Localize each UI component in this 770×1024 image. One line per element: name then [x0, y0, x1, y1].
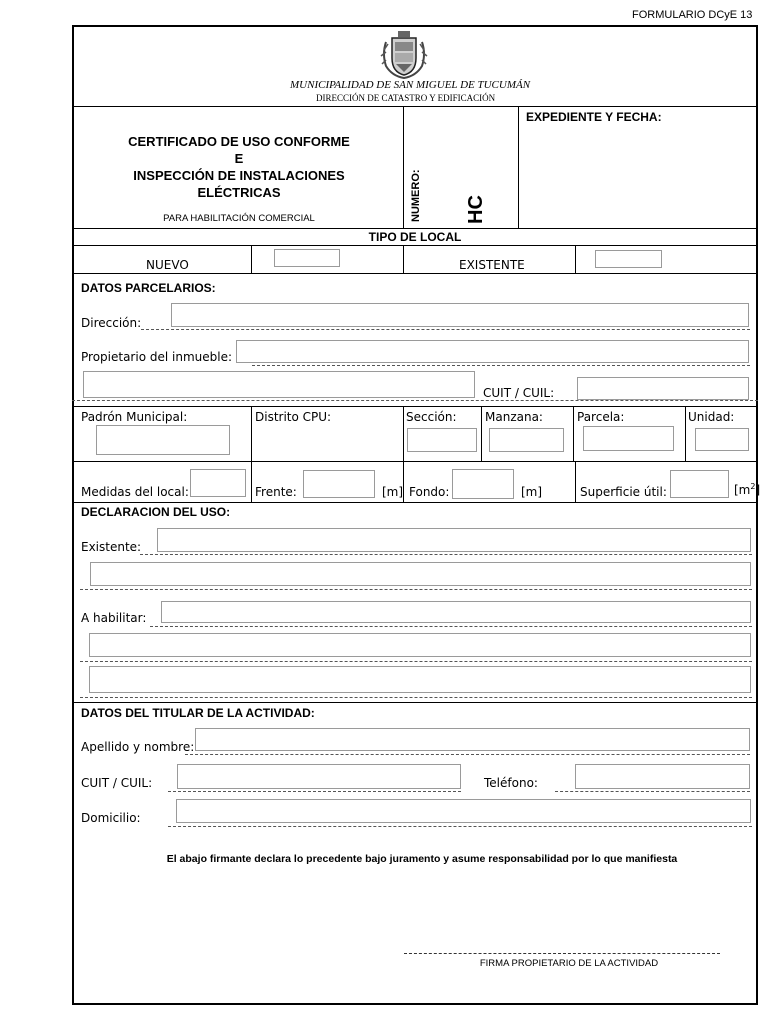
- padron-div-5: [685, 406, 686, 461]
- coat-of-arms-icon: [378, 28, 430, 80]
- tipo-local-title: TIPO DE LOCAL: [368, 230, 462, 244]
- medidas-bottom-line: [72, 502, 758, 503]
- domicilio-label: Domicilio:: [81, 811, 141, 825]
- padron-label: Padrón Municipal:: [81, 410, 188, 424]
- datos-parcelarios-title: DATOS PARCELARIOS:: [81, 281, 216, 295]
- existente-checkbox[interactable]: [595, 250, 662, 268]
- habilitar-line-2: [80, 661, 752, 662]
- tipo-divider-2: [403, 245, 404, 273]
- distrito-label: Distrito CPU:: [255, 410, 332, 424]
- apellido-field[interactable]: [195, 728, 750, 751]
- superficie-field[interactable]: [670, 470, 729, 498]
- direction-name: DIRECCIÓN DE CATASTRO Y EDIFICACIÓN: [316, 93, 496, 103]
- habilitar-label: A habilitar:: [81, 611, 147, 625]
- title-line-2: E: [234, 151, 244, 166]
- existente-label: EXISTENTE: [459, 258, 525, 272]
- municipality-name: MUNICIPALIDAD DE SAN MIGUEL DE TUCUMÁN: [290, 79, 531, 91]
- header-divider: [72, 106, 758, 107]
- titular-title: DATOS DEL TITULAR DE LA ACTIVIDAD:: [81, 706, 315, 720]
- padron-div-1: [251, 406, 252, 461]
- direccion-line: [141, 329, 750, 330]
- domicilio-field[interactable]: [176, 799, 751, 823]
- padron-field[interactable]: [96, 425, 230, 455]
- direccion-field[interactable]: [171, 303, 749, 327]
- propietario-label: Propietario del inmueble:: [81, 350, 232, 364]
- form-code: FORMULARIO DCyE 13: [632, 9, 753, 21]
- numero-divider-left: [403, 106, 404, 228]
- declaracion-bottom-line: [72, 702, 758, 703]
- superficie-unit: [734, 482, 760, 497]
- existente-uso-line: [140, 554, 752, 555]
- existente-uso-field[interactable]: [157, 528, 751, 552]
- telefono-field[interactable]: [575, 764, 750, 789]
- cuit-parcel-field[interactable]: [577, 377, 749, 400]
- frente-field[interactable]: [303, 470, 375, 498]
- propietario-extra-field[interactable]: [83, 371, 475, 398]
- habilitar-field-3[interactable]: [89, 666, 751, 693]
- existente-uso-label: Existente:: [81, 540, 142, 554]
- unidad-field[interactable]: [695, 428, 749, 451]
- padron-bottom-line: [72, 461, 758, 462]
- frente-label: Frente:: [255, 485, 297, 499]
- certificate-title: [76, 133, 402, 201]
- manzana-label: Manzana:: [485, 410, 543, 424]
- certificate-subtitle: PARA HABILITACIÓN COMERCIAL: [163, 213, 315, 224]
- domicilio-line: [168, 826, 752, 827]
- signature-label: FIRMA PROPIETARIO DE LA ACTIVIDAD: [479, 958, 659, 969]
- expediente-label: EXPEDIENTE Y FECHA:: [526, 110, 662, 124]
- frente-unit: [m]: [382, 485, 404, 499]
- padron-div-4: [573, 406, 574, 461]
- tipo-divider-3: [575, 245, 576, 273]
- title-line-3: INSPECCIÓN DE INSTALACIONES: [133, 168, 345, 183]
- parcela-label: Parcela:: [577, 410, 625, 424]
- nuevo-checkbox[interactable]: [274, 249, 340, 267]
- telefono-line: [555, 791, 750, 792]
- propietario-line: [252, 365, 750, 366]
- cuit-parcel-line: [72, 400, 758, 401]
- habilitar-field-2[interactable]: [89, 633, 751, 657]
- fondo-field[interactable]: [452, 469, 514, 499]
- parcela-field[interactable]: [583, 426, 674, 451]
- unit-m2-base: [m: [734, 483, 751, 497]
- existente-uso-field-2[interactable]: [90, 562, 751, 586]
- nuevo-label: NUEVO: [146, 258, 189, 272]
- tipo-local-header-line: [72, 245, 758, 246]
- direccion-label: Dirección:: [81, 316, 142, 330]
- medidas-div-3: [575, 461, 576, 502]
- tipo-local-bottom-line: [72, 273, 758, 274]
- unit-m2-close: ]: [755, 483, 761, 497]
- tipo-local-top-line: [72, 228, 758, 229]
- medidas-div-1: [251, 461, 252, 502]
- declaration-text: El abajo firmante declara lo precedente bajo juramento y asume responsabilidad por lo que manifiesta: [166, 853, 678, 865]
- cuit-titular-line: [168, 791, 461, 792]
- apellido-label: Apellido y nombre:: [81, 740, 195, 754]
- numero-label: NUMERO:: [410, 169, 422, 222]
- fondo-unit: [m]: [521, 485, 543, 499]
- declaracion-title: DECLARACION DEL USO:: [81, 505, 231, 519]
- padron-div-2: [403, 406, 404, 461]
- cuit-titular-field[interactable]: [177, 764, 461, 789]
- manzana-field[interactable]: [489, 428, 564, 452]
- cuit-parcel-label: CUIT / CUIL:: [483, 386, 555, 400]
- tipo-divider-1: [251, 245, 252, 273]
- habilitar-line: [150, 626, 752, 627]
- title-line-4: ELÉCTRICAS: [197, 185, 281, 200]
- telefono-label: Teléfono:: [484, 776, 538, 790]
- propietario-field[interactable]: [236, 340, 749, 363]
- padron-top-line: [72, 406, 758, 407]
- numero-prefix: HC: [465, 195, 487, 224]
- habilitar-line-3: [80, 697, 752, 698]
- unit-m2-exp: 2: [750, 482, 756, 491]
- seccion-field[interactable]: [407, 428, 477, 452]
- padron-div-3: [481, 406, 482, 461]
- numero-divider-right: [518, 106, 519, 228]
- signature-line: [404, 953, 720, 954]
- existente-uso-line-2: [80, 589, 752, 590]
- unidad-label: Unidad:: [688, 410, 735, 424]
- title-line-1: CERTIFICADO DE USO CONFORME: [128, 134, 350, 149]
- apellido-line: [185, 754, 750, 755]
- medidas-field[interactable]: [190, 469, 246, 497]
- medidas-label: Medidas del local:: [81, 485, 189, 499]
- medidas-div-2: [403, 461, 404, 502]
- habilitar-field[interactable]: [161, 601, 751, 623]
- superficie-label: Superficie útil:: [580, 485, 667, 499]
- fondo-label: Fondo:: [409, 485, 450, 499]
- cuit-titular-label: CUIT / CUIL:: [81, 776, 153, 790]
- seccion-label: Sección:: [406, 410, 457, 424]
